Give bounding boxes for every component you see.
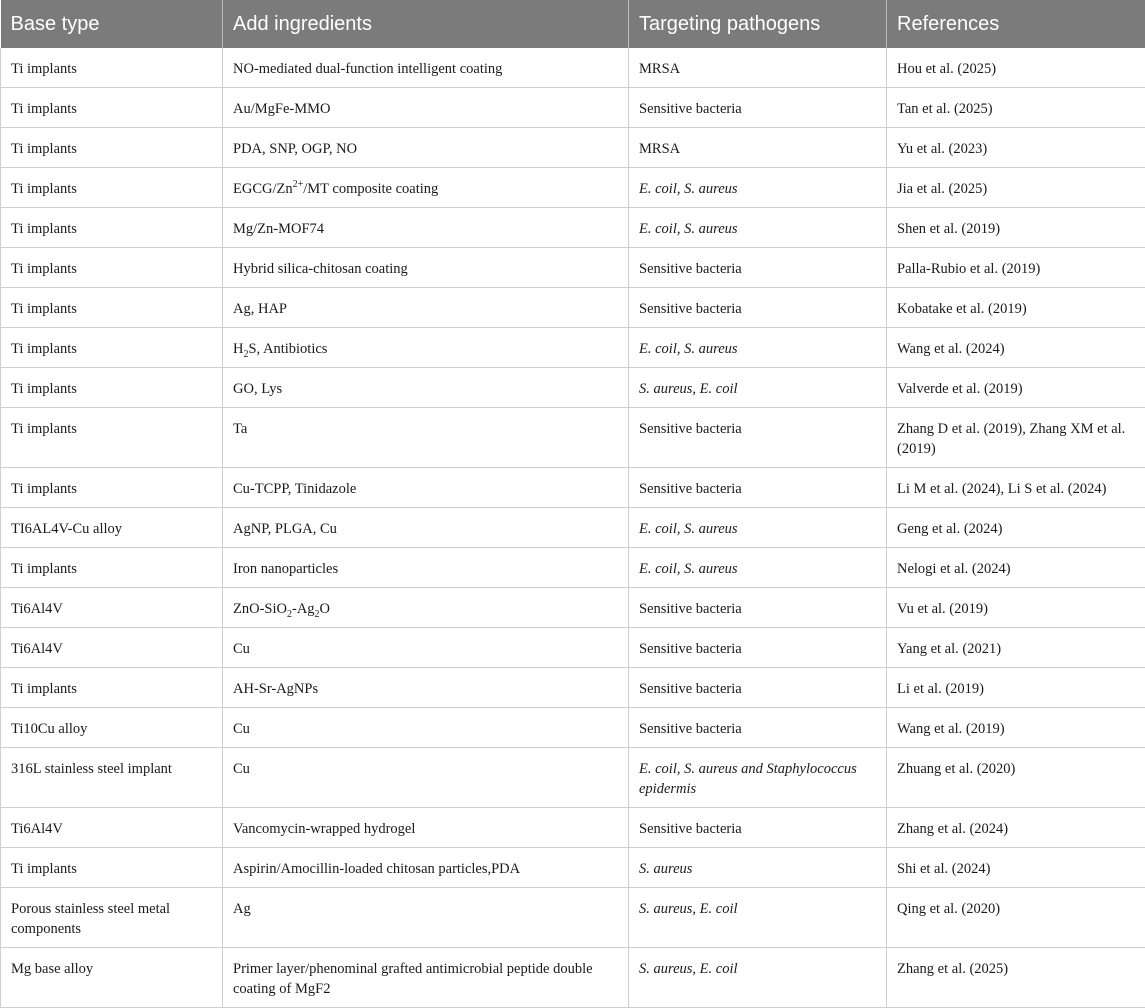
ingredients-cell: $H_2S$, Antibiotics bbox=[223, 328, 629, 368]
ingredients-cell: Hybrid silica-chitosan coating bbox=[223, 248, 629, 288]
table-row bbox=[1, 288, 1145, 328]
base-type-cell: Ti6Al4V bbox=[1, 628, 223, 668]
base-type-cell: Ti implants bbox=[1, 368, 223, 408]
reference-cell: Nelogi et al. (2024) bbox=[887, 548, 1145, 588]
ingredients-cell: Cu bbox=[223, 628, 629, 668]
base-type-cell: Ti implants bbox=[1, 328, 223, 368]
base-type-cell: Ti implants bbox=[1, 408, 223, 468]
table-row bbox=[1, 848, 1145, 888]
reference-cell: Qing et al. (2020) bbox=[887, 888, 1145, 948]
base-type-cell: Ti implants bbox=[1, 88, 223, 128]
pathogens-cell: S. aureus, E. coil bbox=[629, 368, 887, 408]
table-row bbox=[1, 588, 1145, 628]
table-row bbox=[1, 808, 1145, 848]
ingredients-cell: Iron nanoparticles bbox=[223, 548, 629, 588]
table-row bbox=[1, 468, 1145, 508]
ingredients-cell: Ta bbox=[223, 408, 629, 468]
pathogens-cell: E. coil, S. aureus bbox=[629, 168, 887, 208]
ingredients-cell: Cu bbox=[223, 748, 629, 808]
reference-cell: Zhang D et al. (2019), Zhang XM et al. (2019) bbox=[887, 408, 1145, 468]
reference-cell: Tan et al. (2025) bbox=[887, 88, 1145, 128]
header-base-type: Base type bbox=[1, 0, 223, 48]
pathogens-cell: S. aureus, E. coil bbox=[629, 948, 887, 1008]
base-type-cell: Ti implants bbox=[1, 848, 223, 888]
base-type-cell: Mg base alloy bbox=[1, 948, 223, 1008]
pathogens-cell: Sensitive bacteria bbox=[629, 408, 887, 468]
ingredients-cell: Cu bbox=[223, 708, 629, 748]
table-row bbox=[1, 48, 1145, 88]
pathogens-cell: E. coil, S. aureus bbox=[629, 508, 887, 548]
pathogens-cell: Sensitive bacteria bbox=[629, 468, 887, 508]
header-targeting-pathogens: Targeting pathogens bbox=[629, 0, 887, 48]
reference-cell: Shen et al. (2019) bbox=[887, 208, 1145, 248]
pathogens-cell: E. coil, S. aureus and Staphylococcus epidermis bbox=[629, 748, 887, 808]
base-type-cell: Ti implants bbox=[1, 288, 223, 328]
base-type-cell: Ti implants bbox=[1, 168, 223, 208]
ingredients-cell: Ag bbox=[223, 888, 629, 948]
ingredients-cell: Mg/Zn-MOF74 bbox=[223, 208, 629, 248]
table-row bbox=[1, 128, 1145, 168]
reference-cell: Zhang et al. (2025) bbox=[887, 948, 1145, 1008]
table-row bbox=[1, 328, 1145, 368]
table-row bbox=[1, 168, 1145, 208]
pathogens-cell: E. coil, S. aureus bbox=[629, 548, 887, 588]
reference-cell: Wang et al. (2019) bbox=[887, 708, 1145, 748]
table-row bbox=[1, 248, 1145, 288]
pathogens-cell: E. coil, S. aureus bbox=[629, 208, 887, 248]
base-type-cell: Ti10Cu alloy bbox=[1, 708, 223, 748]
table-row bbox=[1, 548, 1145, 588]
table-row bbox=[1, 888, 1145, 948]
base-type-cell: TI6AL4V-Cu alloy bbox=[1, 508, 223, 548]
ingredients-cell: Vancomycin-wrapped hydrogel bbox=[223, 808, 629, 848]
ingredients-cell: Primer layer/phenominal grafted antimicrobial peptide double coating of MgF2 bbox=[223, 948, 629, 1008]
base-type-cell: Ti implants bbox=[1, 208, 223, 248]
reference-cell: Jia et al. (2025) bbox=[887, 168, 1145, 208]
table-row bbox=[1, 708, 1145, 748]
reference-cell: Wang et al. (2024) bbox=[887, 328, 1145, 368]
reference-cell: Palla-Rubio et al. (2019) bbox=[887, 248, 1145, 288]
base-type-cell: Porous stainless steel metal components bbox=[1, 888, 223, 948]
table-row bbox=[1, 748, 1145, 808]
ingredients-cell: Au/MgFe-MMO bbox=[223, 88, 629, 128]
base-type-cell: Ti implants bbox=[1, 668, 223, 708]
pathogens-cell: Sensitive bacteria bbox=[629, 248, 887, 288]
reference-cell: Vu et al. (2019) bbox=[887, 588, 1145, 628]
ingredients-cell: NO-mediated dual-function intelligent coating bbox=[223, 48, 629, 88]
reference-cell: Yang et al. (2021) bbox=[887, 628, 1145, 668]
ingredients-cell: GO, Lys bbox=[223, 368, 629, 408]
reference-cell: Hou et al. (2025) bbox=[887, 48, 1145, 88]
reference-cell: Li et al. (2019) bbox=[887, 668, 1145, 708]
base-type-cell: Ti implants bbox=[1, 48, 223, 88]
reference-cell: Zhang et al. (2024) bbox=[887, 808, 1145, 848]
ingredients-cell: Cu-TCPP, Tinidazole bbox=[223, 468, 629, 508]
table-row bbox=[1, 628, 1145, 668]
table-row bbox=[1, 368, 1145, 408]
pathogens-cell: Sensitive bacteria bbox=[629, 708, 887, 748]
reference-cell: Li M et al. (2024), Li S et al. (2024) bbox=[887, 468, 1145, 508]
table-body bbox=[1, 48, 1145, 1008]
reference-cell: Valverde et al. (2019) bbox=[887, 368, 1145, 408]
reference-cell: Shi et al. (2024) bbox=[887, 848, 1145, 888]
base-type-cell: Ti implants bbox=[1, 128, 223, 168]
base-type-cell: 316L stainless steel implant bbox=[1, 748, 223, 808]
pathogens-cell: E. coil, S. aureus bbox=[629, 328, 887, 368]
pathogens-cell: Sensitive bacteria bbox=[629, 628, 887, 668]
pathogens-cell: S. aureus bbox=[629, 848, 887, 888]
ingredients-cell: Aspirin/Amocillin-loaded chitosan particles,PDA bbox=[223, 848, 629, 888]
reference-cell: Geng et al. (2024) bbox=[887, 508, 1145, 548]
pathogens-cell: MRSA bbox=[629, 128, 887, 168]
header-add-ingredients: Add ingredients bbox=[223, 0, 629, 48]
base-type-cell: Ti implants bbox=[1, 548, 223, 588]
base-type-cell: Ti6Al4V bbox=[1, 808, 223, 848]
header-row bbox=[1, 0, 1145, 48]
base-type-cell: Ti6Al4V bbox=[1, 588, 223, 628]
table-row bbox=[1, 208, 1145, 248]
pathogens-cell: S. aureus, E. coil bbox=[629, 888, 887, 948]
table-row bbox=[1, 88, 1145, 128]
pathogens-cell: MRSA bbox=[629, 48, 887, 88]
ingredients-cell: Ag, HAP bbox=[223, 288, 629, 328]
table-row bbox=[1, 668, 1145, 708]
ingredients-cell: AH-Sr-AgNPs bbox=[223, 668, 629, 708]
ingredients-cell: EGCG/$Zn^{2+}/MT$ composite coating bbox=[223, 168, 629, 208]
reference-cell: Yu et al. (2023) bbox=[887, 128, 1145, 168]
header-references: References bbox=[887, 0, 1145, 48]
pathogens-cell: Sensitive bacteria bbox=[629, 808, 887, 848]
ingredients-cell: PDA, SNP, OGP, NO bbox=[223, 128, 629, 168]
table-row bbox=[1, 408, 1145, 468]
pathogens-cell: Sensitive bacteria bbox=[629, 88, 887, 128]
base-type-cell: Ti implants bbox=[1, 468, 223, 508]
base-type-cell: Ti implants bbox=[1, 248, 223, 288]
pathogens-cell: Sensitive bacteria bbox=[629, 668, 887, 708]
reference-cell: Zhuang et al. (2020) bbox=[887, 748, 1145, 808]
table-header bbox=[1, 0, 1145, 48]
ingredients-cell: ZnO-$SiO_2-Ag_2O$ bbox=[223, 588, 629, 628]
reference-cell: Kobatake et al. (2019) bbox=[887, 288, 1145, 328]
table-row bbox=[1, 508, 1145, 548]
pathogens-cell: Sensitive bacteria bbox=[629, 588, 887, 628]
ingredients-cell: AgNP, PLGA, Cu bbox=[223, 508, 629, 548]
pathogens-cell: Sensitive bacteria bbox=[629, 288, 887, 328]
